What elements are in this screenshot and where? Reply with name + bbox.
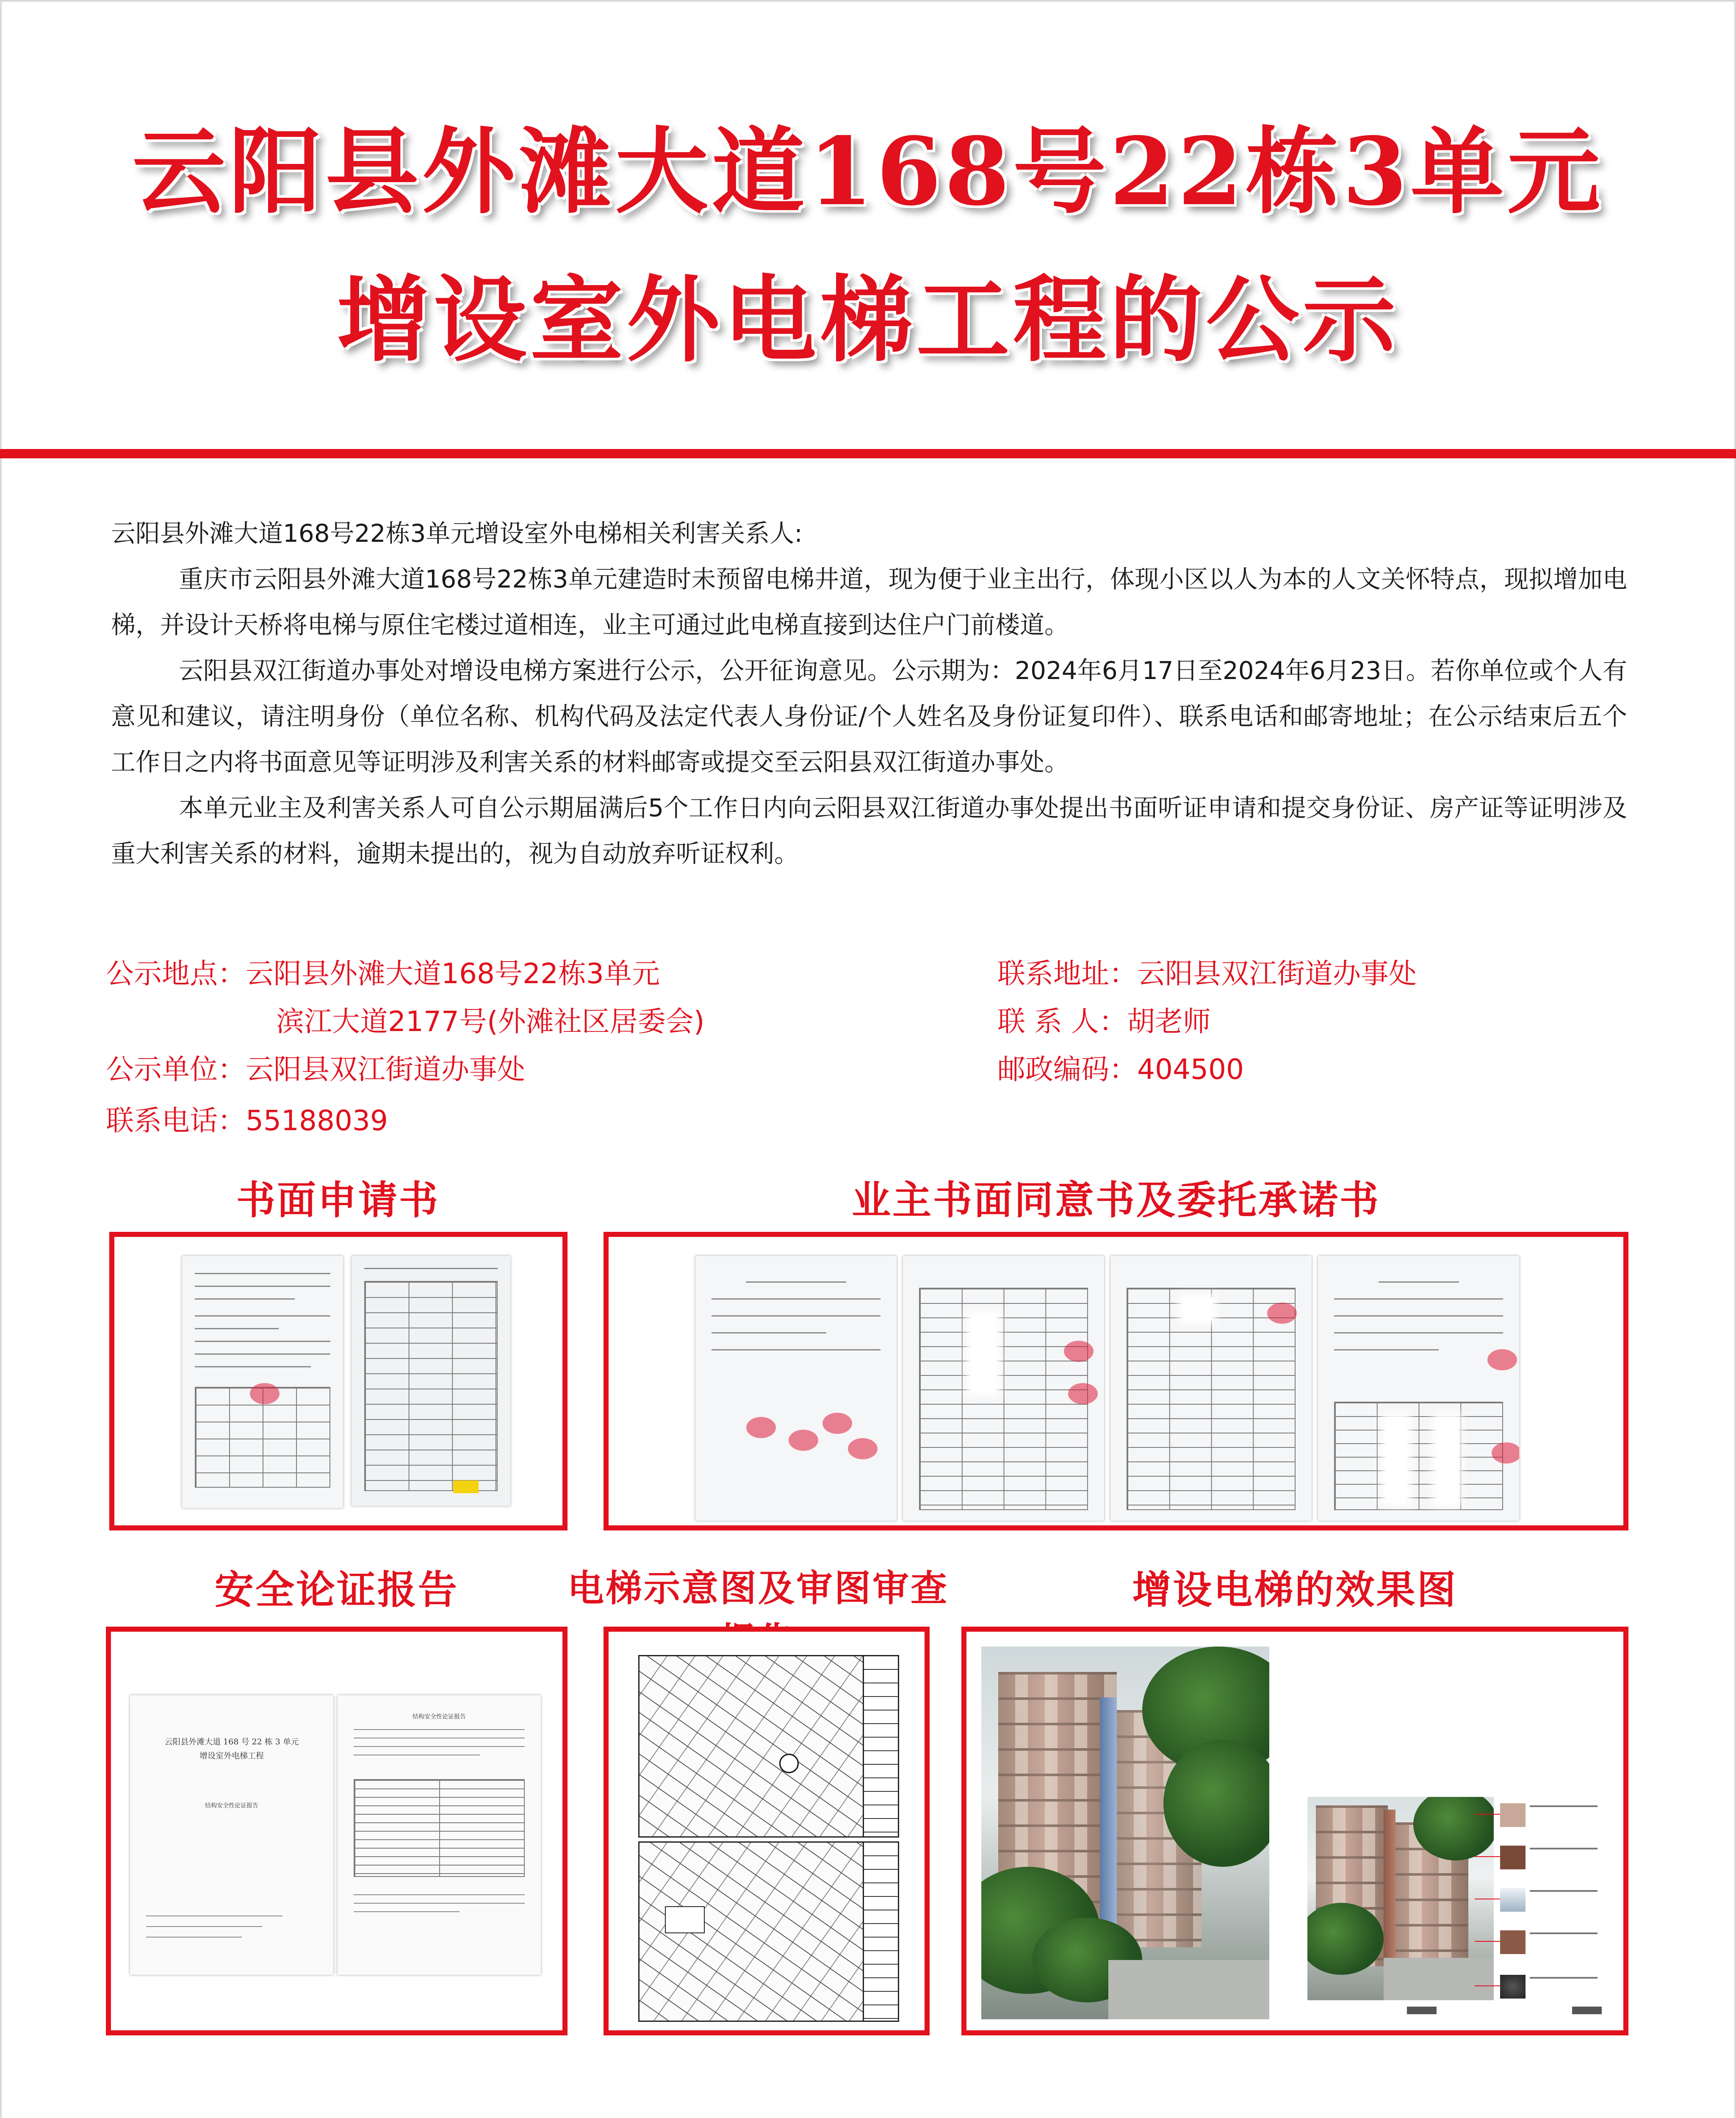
address-value: 云阳县双江街道办事处 (1137, 957, 1417, 990)
application-form-image (182, 1256, 343, 1508)
swatch-leader-5 (1475, 1985, 1500, 1986)
safety-inner-title: 结构安全性论证报告 (413, 1713, 466, 1720)
elevator-plan-drawing-1 (638, 1655, 899, 1838)
person-value: 胡老师 (1127, 1005, 1211, 1038)
contact-unit (106, 1047, 525, 1092)
material-swatch-2 (1500, 1846, 1526, 1869)
notice-body (111, 510, 1627, 876)
contact-address (997, 951, 1417, 997)
safety-inner-image (338, 1695, 541, 1975)
safety-cover-title-2: 增设室外电梯工程 (199, 1751, 264, 1760)
drawings-box (604, 1627, 930, 2035)
safety-cover-title-1: 云阳县外滩大道 168 号 22 栋 3 单元 (164, 1737, 299, 1747)
safety-cover-image (130, 1695, 333, 1975)
swatch-note-3 (1530, 1890, 1598, 1892)
phone-label: 联系电话： (106, 1104, 246, 1137)
swatch-leader-4 (1475, 1941, 1500, 1942)
elevator-plan-drawing-2 (638, 1841, 899, 2022)
notice-paragraph-3: 本单元业主及利害关系人可自公示期届满后5个工作日内向云阳县双江街道办事处提出书面听证申请和提交身份证、房产证等证明涉及重大利害关系的材料，逾期未提出的，视为自动放弃听证权利。 (111, 793, 1627, 868)
title-line-2: 增设室外电梯工程的公示 (337, 265, 1399, 374)
contact-phone (106, 1098, 388, 1144)
rendering-box (961, 1627, 1628, 2035)
material-swatch-5 (1500, 1975, 1526, 1999)
unit-label: 公示单位： (106, 1053, 246, 1086)
contact-postcode (997, 1047, 1244, 1092)
section-title-safety: 安全论证报告 (214, 1567, 459, 1613)
notice-paragraph-2: 云阳县双江街道办事处对增设电梯方案进行公示，公开征询意见。公示期为：2024年6月17日至2024年6月23日。若你单位或个人有意见和建议，请注明身份（单位名称、机构代码及法定代表人身份证/个人姓名及身份证复印件）、联系电话和邮寄地址；在公示结束后五个工作日之内将书面意见等证明涉及利害关系的材料邮寄或提交至云阳县双江街道办事处。 (111, 656, 1627, 776)
title-divider (0, 449, 1736, 458)
section-title-drawings: 电梯示意图及审图审查 (568, 1567, 949, 1610)
swatch-note-5 (1530, 1977, 1598, 1979)
consent-image-3 (1110, 1256, 1312, 1521)
rendering-photo (1307, 1797, 1494, 2000)
person-label: 联 系 人： (997, 1005, 1127, 1038)
contact-person (997, 999, 1211, 1045)
safety-box (106, 1627, 568, 2035)
rendering-caption-tag-2 (1572, 2007, 1602, 2014)
location-label: 公示地点： (106, 957, 246, 990)
section-title-rendering: 增设电梯的效果图 (1132, 1567, 1458, 1613)
location-line-1: 云阳县外滩大道168号22栋3单元 (246, 957, 660, 990)
application-box (109, 1232, 568, 1530)
contact-location (106, 951, 660, 997)
section-title-application: 书面申请书 (236, 1178, 440, 1223)
unit-value: 云阳县双江街道办事处 (246, 1053, 525, 1086)
consent-image-2 (903, 1256, 1104, 1521)
material-swatch-4 (1500, 1930, 1526, 1954)
swatch-leader-1 (1475, 1814, 1500, 1815)
phone-value: 55188039 (246, 1104, 388, 1137)
consent-box (604, 1232, 1628, 1530)
address-label: 联系地址： (997, 957, 1137, 990)
swatch-note-2 (1530, 1848, 1598, 1849)
consent-image-1 (695, 1256, 897, 1521)
application-stats-image (352, 1256, 510, 1506)
location-line-2: 滨江大道2177号(外滩社区居委会) (276, 1005, 705, 1038)
postcode-value: 404500 (1137, 1053, 1244, 1086)
building-photo (981, 1647, 1269, 2019)
notice-salutation: 云阳县外滩大道168号22栋3单元增设室外电梯相关利害关系人: (111, 519, 803, 548)
rendering-caption-tag-1 (1407, 2007, 1437, 2014)
postcode-label: 邮政编码： (997, 1053, 1137, 1086)
section-title-consent: 业主书面同意书及委托承诺书 (851, 1178, 1380, 1223)
swatch-note-4 (1530, 1932, 1598, 1934)
swatch-note-1 (1530, 1805, 1598, 1807)
material-swatch-3 (1500, 1888, 1526, 1912)
notice-paragraph-1: 重庆市云阳县外滩大道168号22栋3单元建造时未预留电梯井道，现为便于业主出行，体现小区以人为本的人文关怀特点，现拟增加电梯，并设计天桥将电梯与原住宅楼过道相连，业主可通过此电梯直接到达住户门前楼道。 (111, 565, 1627, 639)
safety-cover-subtitle: 结构安全性论证报告 (205, 1802, 258, 1809)
title-line-1: 云阳县外滩大道168号22栋3单元 (132, 116, 1604, 226)
consent-image-4 (1318, 1256, 1519, 1521)
swatch-leader-2 (1475, 1856, 1500, 1857)
material-swatch-1 (1500, 1803, 1526, 1827)
